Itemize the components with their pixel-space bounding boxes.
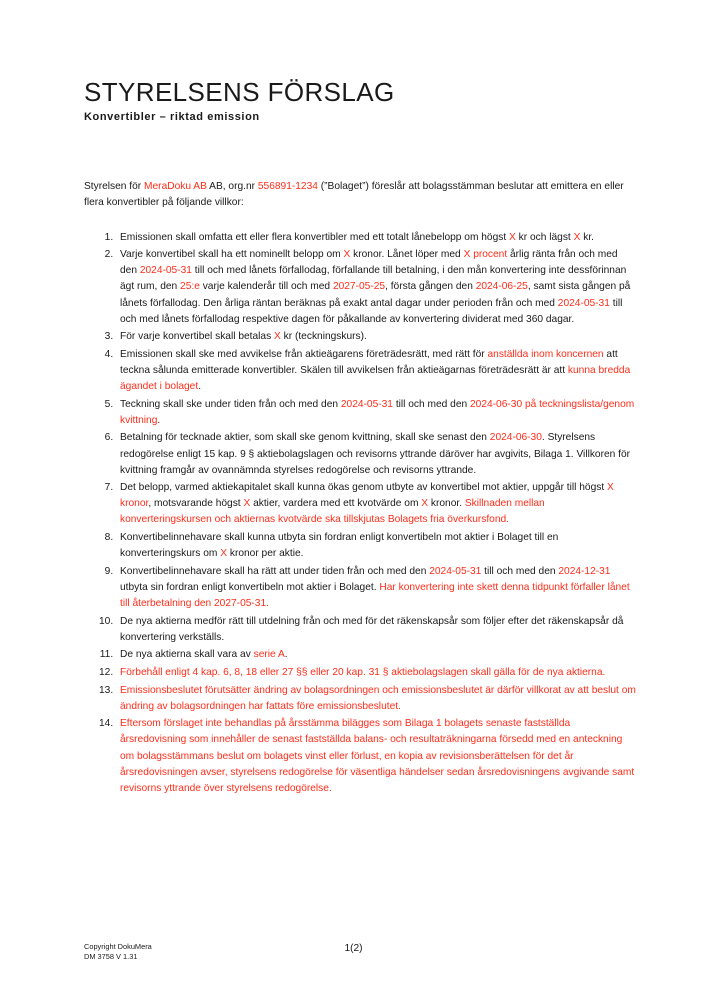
- page-subtitle: Konvertibler – riktad emission: [84, 110, 260, 123]
- clause-item: [116, 665, 637, 681]
- page-number: 1(2): [344, 943, 363, 954]
- clause-variable-text: Har konvertering inte skett denna tidpunkt förfaller lånet till återbetalning den 2027-05-31.: [120, 581, 630, 610]
- clause-variable-text: Förbehåll enligt 4 kap. 6, 8, 18 eller 27 §§ eller 20 kap. 31 § aktiebolagslagen skall gälla för de nya aktierna.: [120, 666, 606, 678]
- clause-variable-text: X: [421, 498, 429, 510]
- clause-text: aktier, vardera med ett kvotvärde om: [250, 498, 422, 510]
- clause-text: , samt sista gången på lånets förfallodag. Den årliga räntan beräknas på exakt antal dagar under perioden från och med: [120, 281, 631, 309]
- org-number: 556891-1234: [257, 180, 318, 192]
- clause-variable-text: X: [220, 548, 228, 560]
- clause-text: kronor. Lånet löper med: [350, 249, 464, 261]
- clause-text: varje kalenderår till och med: [199, 281, 333, 293]
- clause-text: till och med den: [481, 565, 559, 577]
- clause-variable-text: 2024-05-31: [340, 398, 393, 410]
- clause-item: [116, 347, 637, 395]
- clause-text: till och med lånets förfallodag, förfallande till betalning, i den mån konvertering inte dessförinnan ägt rum, den: [120, 265, 627, 293]
- intro-text-part1: Styrelsen för: [84, 180, 145, 192]
- clause-variable-text: kunna bredda ägandet i bolaget: [120, 365, 631, 393]
- clause-variable-text: anställda inom koncernen: [487, 348, 604, 360]
- clause-text: Emissionen skall omfatta ett eller flera konvertibler med ett totalt lånebelopp om högst: [120, 231, 510, 243]
- clause-item: [116, 480, 637, 528]
- clause-variable-text: 2024-06-25: [475, 281, 528, 293]
- clause-item: [116, 614, 637, 646]
- clause-variable-text: 2027-05-25: [332, 281, 386, 293]
- clause-text: Varje konvertibel skall ha ett nominellt belopp om: [120, 249, 344, 261]
- clause-text: De nya aktierna medför rätt till utdelning från och med för det räkenskapsår som följer efter det räkenskapsår då konvertering verkställs.: [120, 615, 624, 643]
- clause-text: till och med lånets förfallodag respektive dagen för påkallande av konvertering dividerat med 360 dagar.: [120, 297, 623, 325]
- clause-item: [116, 683, 637, 715]
- clause-variable-text: Eftersom förslaget inte behandlas på årsstämma bilägges som Bilaga 1 bolagets senaste fastställda årsredovisning som innehåller de senast fastställda balans- och resultaträkningarna försedd med en anteckning om bolagsstämmans beslut om bolagets vinst eller förlust, en kopia av revisionsberättelsen för det år årsredovisningen avser, styrelsens redogörelse för väsentliga händelser sedan årsredovisningens avgivande samt revisorns yttrande över styrelsens redogörelse.: [120, 718, 635, 794]
- clause-item: [116, 230, 637, 246]
- intro-text-part2: AB, org.nr: [206, 180, 258, 192]
- clause-variable-text: Skillnaden mellan konverteringskursen och aktiernas kvotvärde ska tillskjutas Bolagets fria överkursfond.: [120, 498, 545, 526]
- clause-text: kr och lägst: [515, 231, 574, 243]
- clause-item: [116, 530, 637, 562]
- footer-version: DM 3758 V 1.31: [84, 952, 138, 962]
- clause-list: [84, 230, 637, 797]
- clause-text: , motsvarande högst: [148, 498, 244, 510]
- page-title: STYRELSENS FÖRSLAG: [84, 77, 395, 107]
- clause-text: kr.: [580, 231, 594, 243]
- clause-variable-text: X: [573, 231, 581, 243]
- clause-variable-text: serie A: [253, 649, 285, 661]
- footer-copyright: Copyright DokuMera: [84, 942, 152, 952]
- clause-text: Emissionen skall ske med avvikelse från aktieägarens företrädesrätt, med rätt för: [120, 348, 488, 360]
- clause-variable-text: X: [243, 498, 251, 510]
- clause-variable-text: 2024-05-31: [139, 265, 192, 277]
- clause-variable-text: 25:e: [180, 281, 200, 293]
- clause-text: årlig ränta från och med den: [120, 249, 618, 277]
- clause-item: [116, 430, 637, 478]
- clause-text: Konvertibelinnehavare skall ha rätt att under tiden från och med den: [120, 565, 430, 577]
- clause-text: Betalning för tecknade aktier, som skall ske genom kvittning, skall ske senast den: [120, 432, 490, 444]
- clause-text: utbyta sin fordran enligt konvertibeln mot aktier i Bolaget.: [120, 581, 380, 593]
- clause-text: .: [198, 381, 202, 393]
- clause-text: , första gången den: [385, 281, 476, 293]
- clause-variable-text: 2024-05-31: [557, 297, 610, 309]
- clause-variable-text: 2024-12-31: [558, 565, 611, 577]
- clause-text: .: [284, 649, 288, 661]
- clause-item: [116, 716, 637, 797]
- clause-item: [116, 329, 637, 345]
- clause-variable-text: Emissionsbeslutet förutsätter ändring av bolagsordningen och emissionsbeslutet är därför villkorat av att beslut om ändring av bolagsordningen har fattats före emissionsbeslutet.: [120, 684, 636, 712]
- clause-text: Teckning skall ske under tiden från och med den: [120, 398, 341, 410]
- company-name: MeraDoku AB: [144, 180, 207, 192]
- clause-item: [116, 647, 637, 663]
- clause-item: [116, 247, 637, 328]
- clause-text: kronor per aktie.: [227, 548, 304, 560]
- intro-paragraph: [84, 179, 637, 212]
- clause-variable-text: X procent: [463, 249, 508, 261]
- clause-text: kr (teckningskurs).: [280, 331, 367, 343]
- intro-text-part3: (”Bolaget”) föreslår att bolagsstämman beslutar att emittera en eller flera konvertibler på följande villkor:: [84, 180, 624, 209]
- footer: [84, 942, 152, 962]
- clause-text: .: [157, 414, 161, 426]
- clause-item: [116, 564, 637, 612]
- clause-text: Det belopp, varmed aktiekapitalet skall kunna ökas genom utbyte av konvertibel mot aktier, uppgår till högst: [120, 482, 608, 494]
- clause-variable-text: X: [343, 249, 351, 261]
- clause-variable-text: 2024-05-31: [429, 565, 482, 577]
- clause-text: För varje konvertibel skall betalas: [120, 331, 275, 343]
- clause-text: De nya aktierna skall vara av: [120, 649, 254, 661]
- clause-text: Konvertibelinnehavare skall kunna utbyta sin fordran enligt konvertibeln mot aktier i Bolaget till en konverteringskurs om: [120, 532, 559, 560]
- clause-text: till och med den: [392, 398, 470, 410]
- clause-item: [116, 397, 637, 429]
- clause-text: att teckna sålunda emitterade konvertibler. Skälen till avvikelsen från aktieägarnas företrädesrätt är att: [120, 348, 618, 376]
- clause-variable-text: 2024-06-30 på teckningslista/genom kvittning: [120, 398, 635, 426]
- clause-variable-text: X kronor: [120, 482, 614, 510]
- clause-text: kronor.: [428, 498, 465, 510]
- clause-text: . Styrelsens redogörelse enligt 15 kap. 9 § aktiebolagslagen och revisorns yttrande däröver har avgivits, Bilaga 1. Villkoren för kvittning framgår av ovannämnda styrelses redogörelse och revisorns yttrande.: [120, 432, 631, 476]
- clause-variable-text: X: [509, 231, 516, 243]
- clause-variable-text: 2024-06-30: [489, 432, 542, 444]
- clause-variable-text: X: [274, 331, 281, 343]
